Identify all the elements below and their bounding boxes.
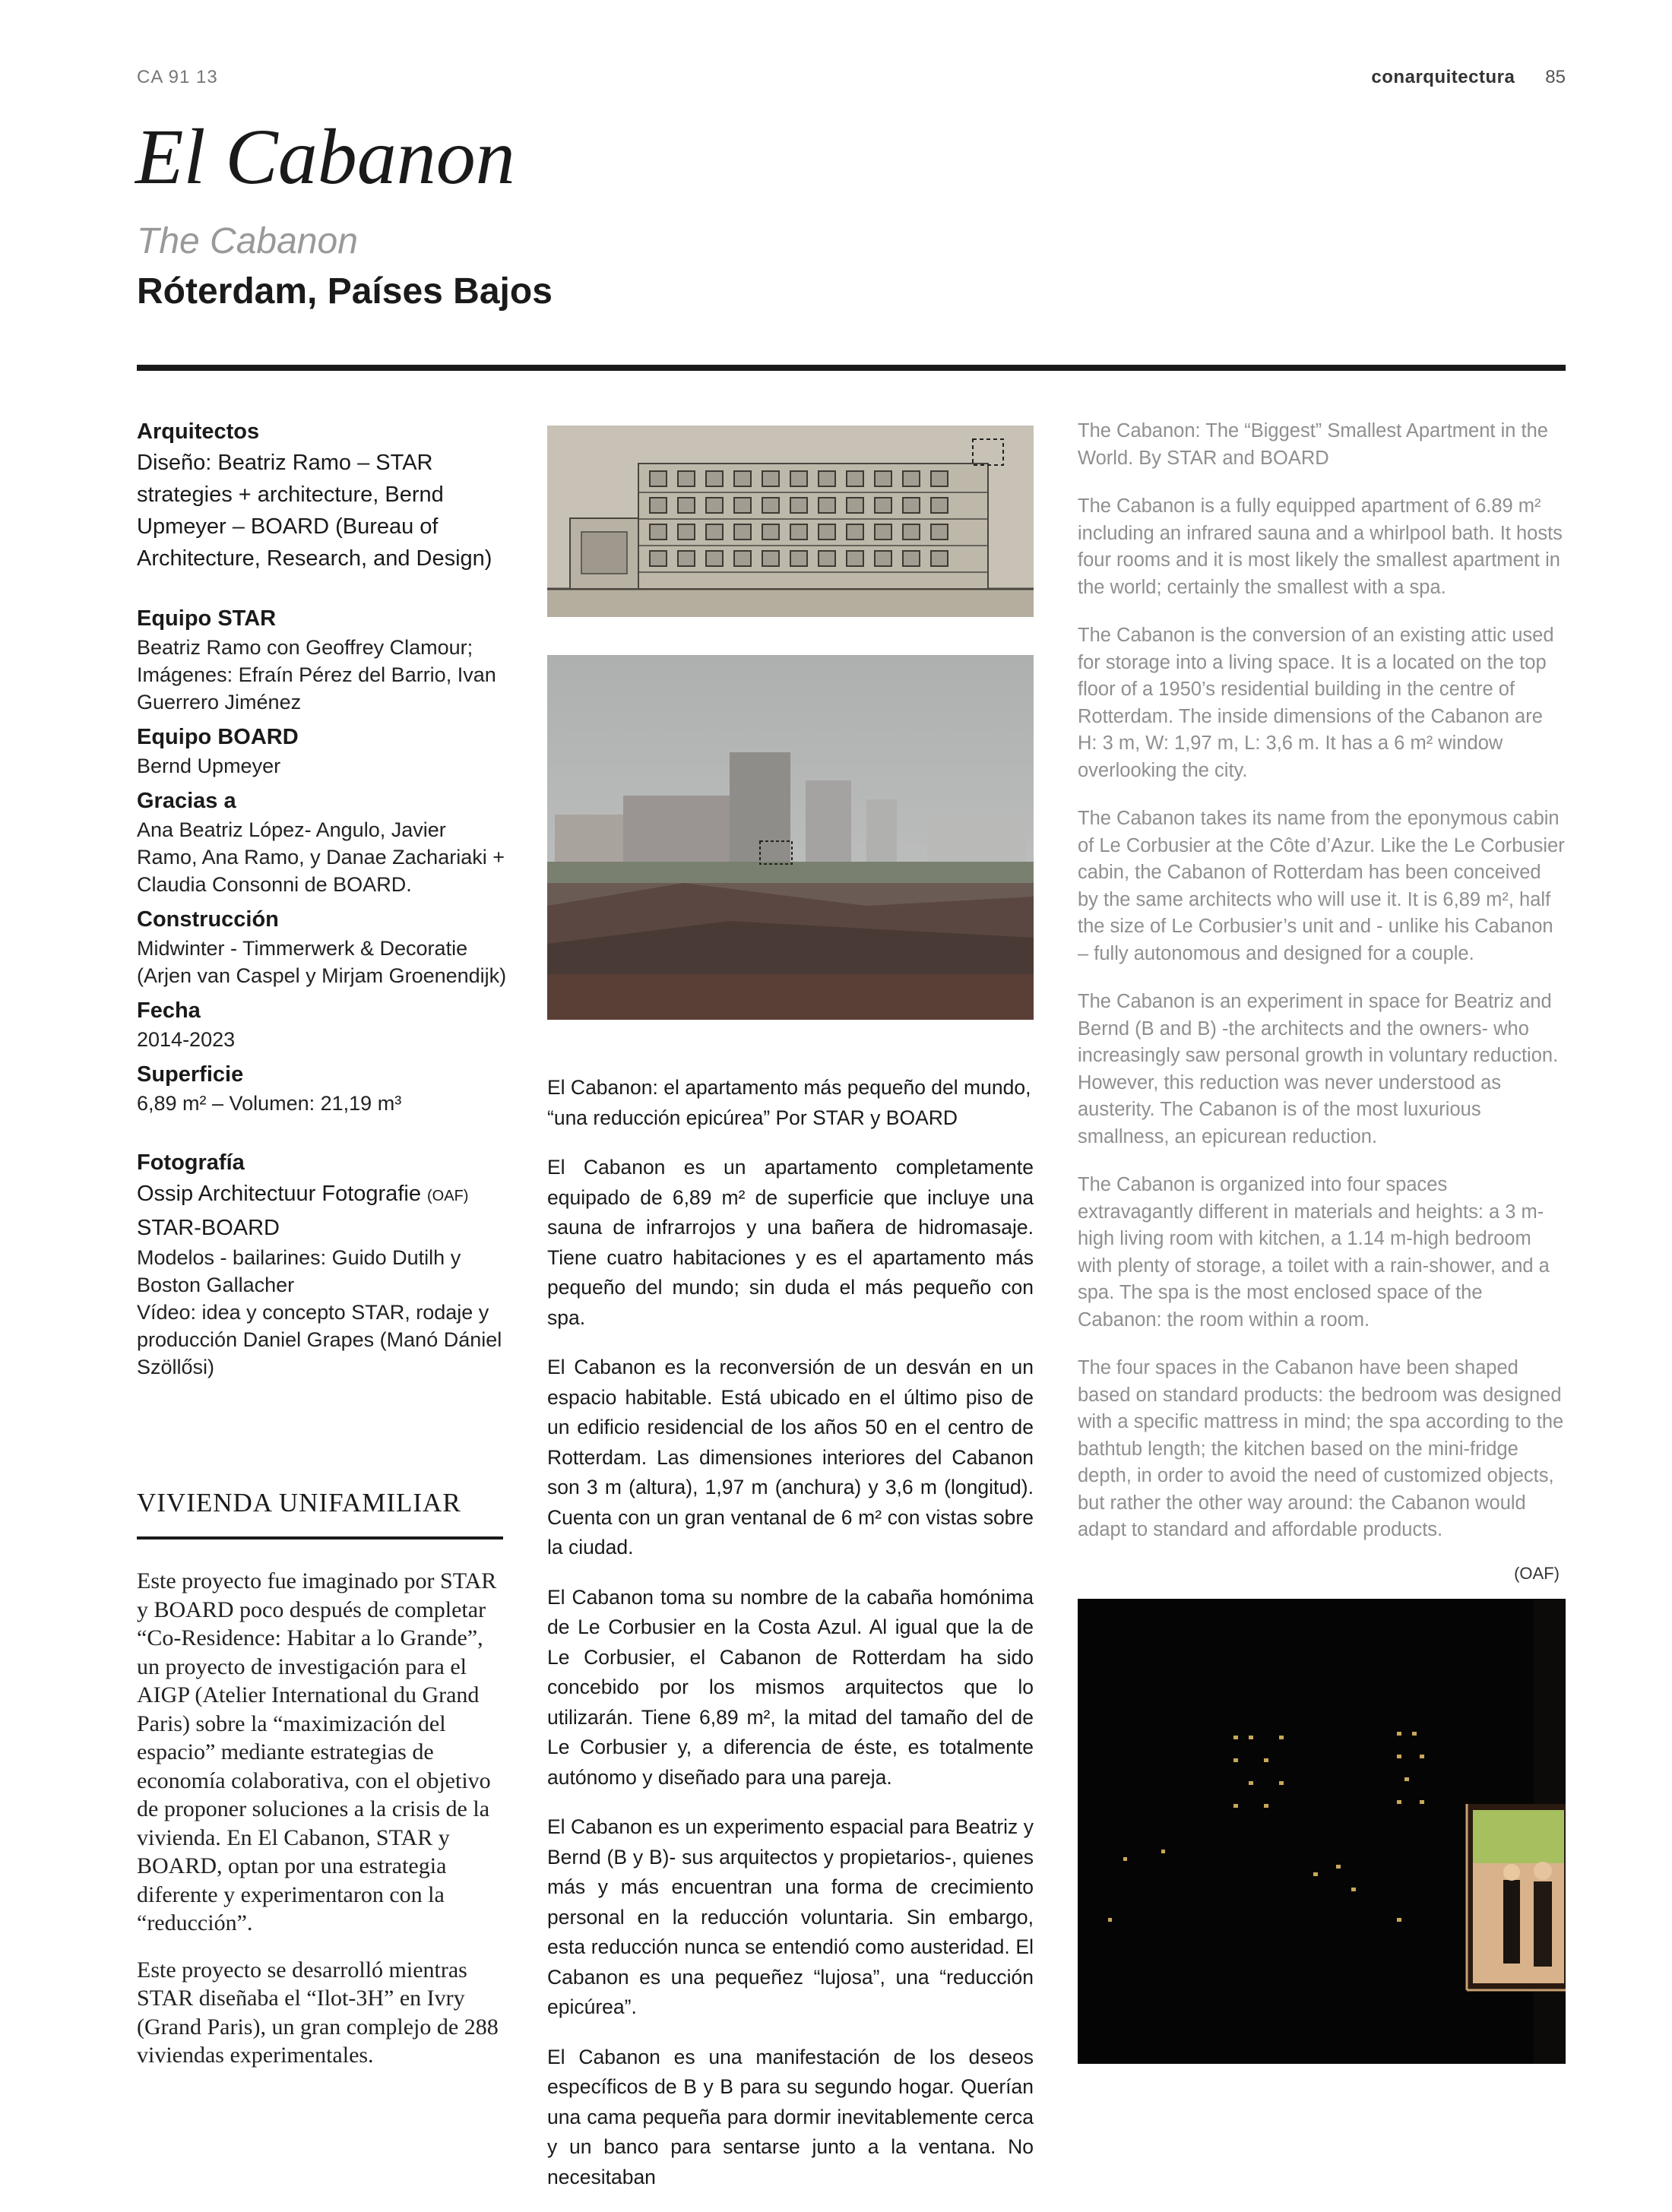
architects-label: Arquitectos	[137, 419, 260, 444]
surface-value: 6,89 m² – Volumen: 21,19 m³	[137, 1092, 402, 1115]
rotterdam-skyline-photo	[547, 655, 1034, 1020]
article-paragraph: El Cabanon es un experimento espacial para Beatriz y Bernd (B y B)- sus arquitectos y propietarios-, quienes más y más encuentran una forma de crecimiento personal en la reducción voluntaria. Sin embargo, esta reducción nunca se entendió como austeridad. El Cabanon es una pequeñez “lujosa”, una “reducción epicúrea”.	[547, 1815, 1034, 2018]
article-paragraph: The Cabanon: The “Biggest” Smallest Apartment in the World. By STAR and BOARD	[1078, 420, 1548, 469]
section-title: VIVIENDA UNIFAMILIAR	[137, 1488, 461, 1517]
date-value: 2014-2023	[137, 1028, 236, 1051]
spanish-article-column	[547, 1073, 1034, 2212]
article-paragraph: The Cabanon is organized into four spaces extravagantly different in materials and heights: a 3 m-high living room with kitchen, a 1.14 m-high bedroom with plenty of storage, a toilet with a rain-shower, and a spa. The spa is the most enclosed space of the Cabanon: the room within a room.	[1078, 1174, 1550, 1331]
photo-value-1	[137, 1178, 509, 1212]
article-paragraph: El Cabanon: el apartamento más pequeño del mundo, “una reducción epicúrea” Por STAR y BOARD	[547, 1076, 1031, 1129]
intro-paragraph: Este proyecto fue imaginado por STAR y BOARD poco después de completar “Co-Residence: Habitar a lo Grande”, un proyecto de investigación para el AIGP (Atelier International du Grand Paris) sobre la “maximización del espacio” mediante estrategias de economía colaborativa, con el objetivo de proponer soluciones a la crisis de la vivienda. En El Cabanon, STAR y BOARD, optan por una estrategia diferente y experimentaron con la “reducción”.	[137, 1568, 497, 1935]
article-paragraph: El Cabanon es una manifestación de los deseos específicos de B y B para su segundo hogar. Querían una cama pequeña para dormir inevitablemente cerca y un banco para sentarse junto a la ventana. No necesitaban	[547, 2045, 1034, 2188]
surface-label: Superficie	[137, 1062, 244, 1087]
article-paragraph: The Cabanon is an experiment in space for Beatriz and Bernd (B and B) -the architects and the owners- who increasingly saw personal growth in voluntary reduction. However, this reduction was never understood as austerity. The Cabanon is of the most luxurious smallness, an epicurean reduction.	[1078, 991, 1559, 1147]
photo-studio-abbr: (OAF)	[427, 1188, 469, 1204]
architects-value: Diseño: Beatriz Ramo – STAR strategies + architecture, Bernd Upmeyer – BOARD (Bureau of Architecture, Research, and Design)	[137, 451, 492, 571]
article-paragraph: El Cabanon es la reconversión de un desván en un espacio habitable. Está ubicado en el último piso de un edificio residencial de los años 50 en el centro de Rotterdam. Las dimensiones interiores del Cabanon son 3 m (altura), 1,97 m (anchura) y 3,6 m (longitud). Cuenta con un gran ventanal de 6 m² con vistas sobre la ciudad.	[547, 1356, 1034, 1559]
issue-label: CA 91 13	[137, 67, 218, 87]
video-value: Vídeo: idea y concepto STAR, rodaje y producción Daniel Grapes (Manó Dániel Szöllősi)	[137, 1301, 502, 1378]
article-subtitle: The Cabanon	[137, 221, 358, 261]
photo-credit: (OAF)	[1514, 1564, 1560, 1583]
article-paragraph: The Cabanon is the conversion of an existing attic used for storage into a living space. It is a located on the top floor of a 1950’s residential building in the centre of Rotterdam. The inside dimensions of the Cabanon are H: 3 m, W: 1,97 m, L: 3,6 m. It has a 6 m² window overlooking the city.	[1078, 625, 1554, 781]
team-star-label: Equipo STAR	[137, 606, 277, 631]
magazine-brand: conarquitectura	[1371, 67, 1515, 87]
construction-value: Midwinter - Timmerwerk & Decoratie (Arjen van Caspel y Mirjam Groenendijk)	[137, 937, 507, 987]
english-article-column	[1078, 418, 1566, 1565]
article-paragraph: El Cabanon toma su nombre de la cabaña homónima de Le Corbusier en la Costa Azul. Al igual que la de Le Corbusier, el Cabanon de Rotterdam ha sido concebido por los mismos arquitectos que lo utilizarán. Tiene 6,89 m², la mitad del tamaño del de Le Corbusier y, a diferencia de éste, es totalmente autónomo y diseñado para una pareja.	[547, 1585, 1034, 1789]
article-paragraph: The Cabanon is a fully equipped apartment of 6.89 m² including an infrared sauna and a whirlpool bath. It hosts four rooms and it is most likely the smallest apartment in the world; certainly the smallest with a spa.	[1078, 495, 1563, 598]
page-number: 85	[1545, 67, 1566, 87]
photo-value-2: STAR-BOARD	[137, 1216, 280, 1240]
team-board-value: Bernd Upmeyer	[137, 755, 281, 777]
title-divider	[137, 365, 1566, 371]
section-intro	[137, 1567, 509, 2088]
models-value: Modelos - bailarines: Guido Dutilh y Boston Gallacher	[137, 1246, 461, 1296]
intro-paragraph: Este proyecto se desarrolló mientras STAR diseñaba el “Ilot-3H” en Ivry (Grand Paris), un gran complejo de 288 viviendas experimentales.	[137, 1957, 499, 2068]
date-label: Fecha	[137, 998, 201, 1023]
team-star-value: Beatriz Ramo con Geoffrey Clamour; Imágenes: Efraín Pérez del Barrio, Ivan Guerrero Jiménez	[137, 636, 496, 714]
photo-studio: Ossip Architectuur Fotografie	[137, 1182, 421, 1206]
article-paragraph: The four spaces in the Cabanon have been shaped based on standard products: the bedroom was designed with a specific mattress in mind; the spa according to the bathtub length; the kitchen based on the mini-fridge depth, in order to avoid the need of customized objects, but rather the other way around: the Cabanon would adapt to standard and affordable products.	[1078, 1357, 1564, 1540]
construction-label: Construcción	[137, 907, 279, 932]
section-divider	[137, 1536, 503, 1540]
article-paragraph: The Cabanon takes its name from the eponymous cabin of Le Corbusier at the Côte d’Azur. Like the Le Corbusier cabin, the Cabanon of Rotterdam has been conceived by the same architects who will use it. It is 6,89 m², half the size of Le Corbusier’s unit and - unlike his Cabanon – fully autonomous and designed for a couple.	[1078, 808, 1565, 964]
article-location: Róterdam, Países Bajos	[137, 271, 553, 312]
thanks-label: Gracias a	[137, 789, 236, 813]
page-header-right	[1371, 67, 1566, 88]
team-board-label: Equipo BOARD	[137, 725, 299, 749]
thanks-value: Ana Beatriz López- Angulo, Javier Ramo, Ana Ramo, y Danae Zachariaki + Claudia Consonni de BOARD.	[137, 818, 505, 896]
article-paragraph: El Cabanon es un apartamento completamente equipado de 6,89 m² de superficie que incluye una sauna de infrarrojos y una bañera de hidromasaje. Tiene cuatro habitaciones y es el apartamento más pequeño del mundo; sin duda el más pequeño con spa.	[547, 1156, 1034, 1329]
credits-column	[137, 416, 509, 1381]
elevation-drawing-image	[547, 426, 1034, 617]
photo-label: Fotografía	[137, 1150, 245, 1175]
night-window-photo	[1078, 1599, 1566, 2064]
article-title: El Cabanon	[135, 113, 515, 201]
